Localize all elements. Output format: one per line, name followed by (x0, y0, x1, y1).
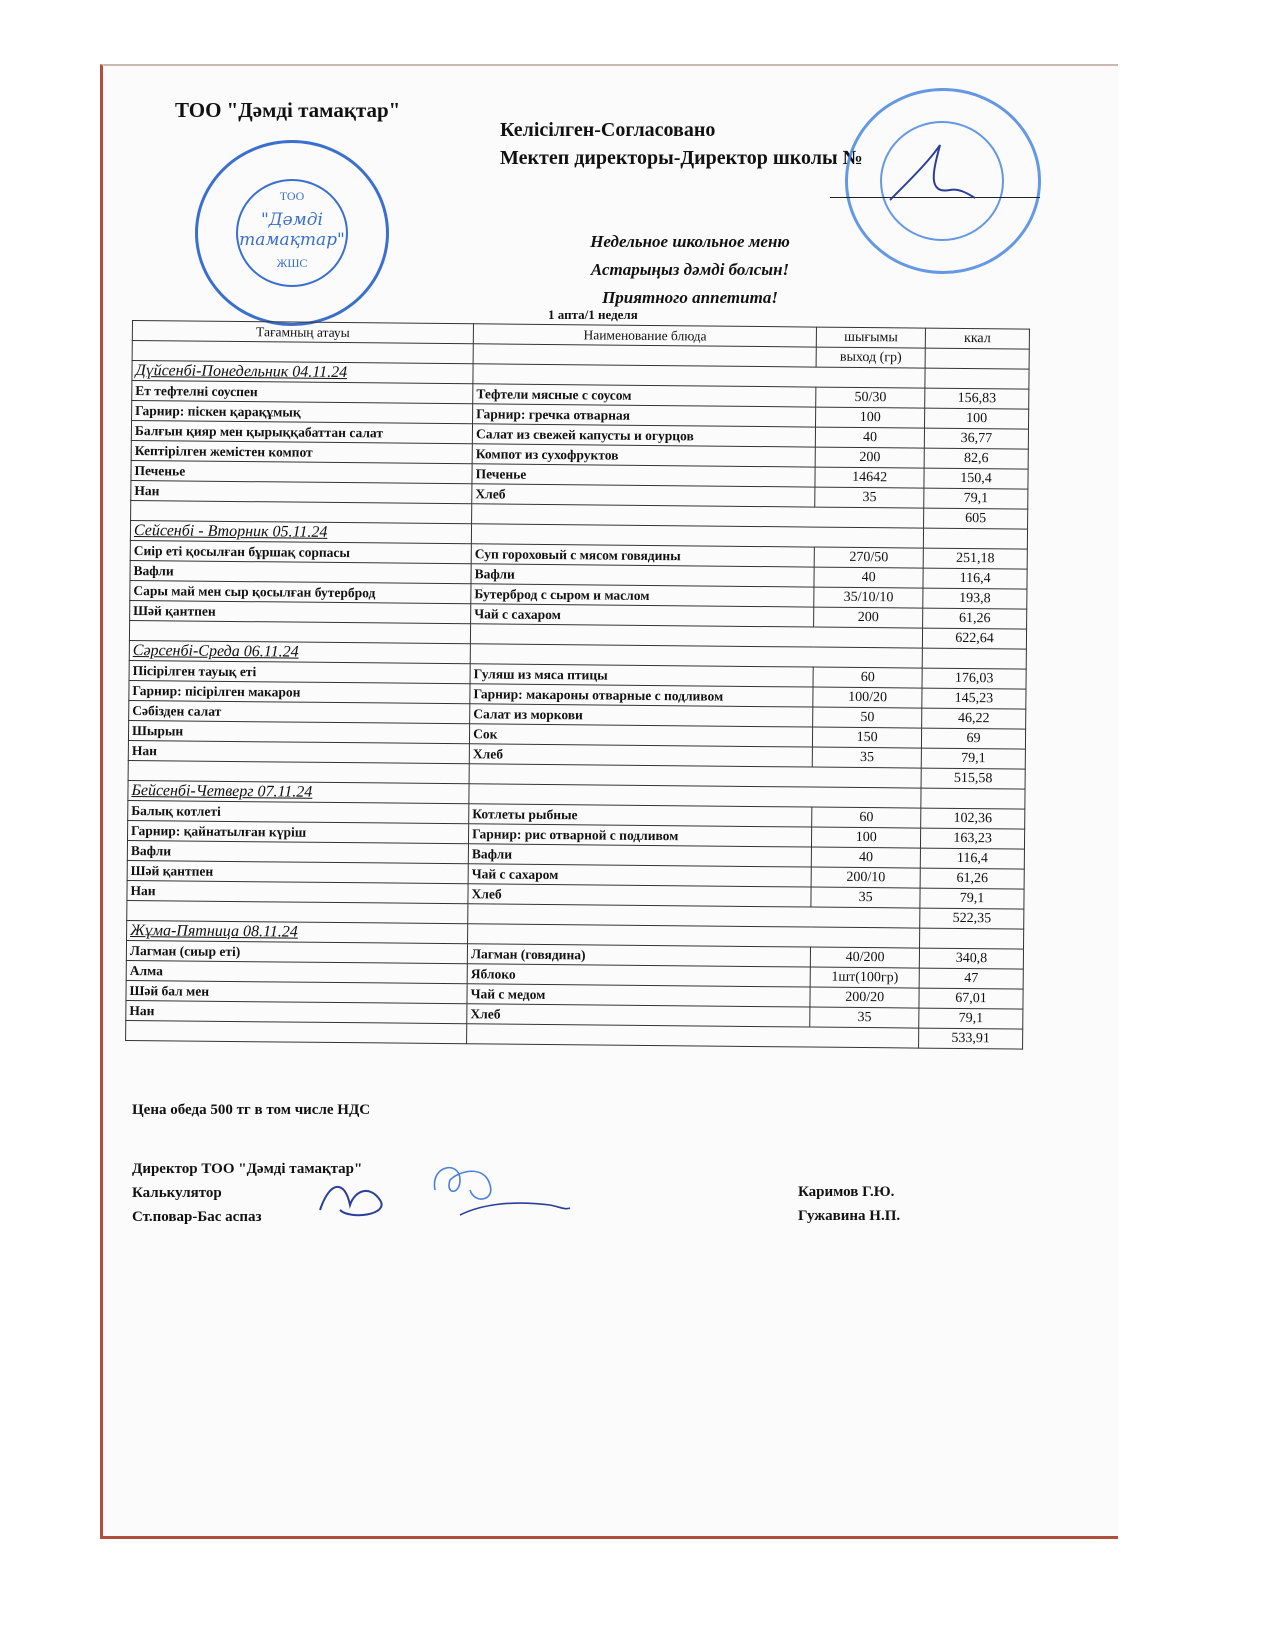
dish-name-ru: Хлеб (467, 1004, 810, 1027)
dish-name-ru: Гарнир: рис отварной с подливом (469, 824, 812, 847)
day-spacer (923, 528, 1027, 549)
dish-name-ru: Печенье (472, 464, 815, 487)
dish-kcal: 82,6 (924, 448, 1028, 469)
day-total-kcal: 522,35 (920, 908, 1024, 929)
total-blank-2 (467, 1024, 919, 1048)
company-stamp (195, 140, 389, 326)
dish-name-kz: Кептірілген жемістен компот (131, 440, 472, 463)
day-spacer (925, 368, 1029, 389)
dish-name-ru: Лагман (говядина) (467, 944, 810, 967)
signatory-names (798, 1180, 900, 1228)
dish-name-kz: Сәбізден салат (129, 700, 470, 723)
dish-yield: 200/20 (810, 987, 919, 1008)
dish-kcal: 156,83 (925, 388, 1029, 409)
dish-yield: 35/10/10 (814, 587, 923, 608)
day-total-kcal: 622,64 (923, 628, 1027, 649)
dish-yield: 200/10 (811, 867, 920, 888)
dish-yield: 50 (813, 707, 922, 728)
dish-name-kz: Нан (128, 740, 469, 763)
dish-name-ru: Чай с сахаром (471, 604, 814, 627)
day-total-kcal: 515,58 (921, 768, 1025, 789)
dish-yield: 200 (814, 607, 923, 628)
name-karimov: Каримов Г.Ю. (798, 1184, 895, 1200)
dish-kcal: 46,22 (922, 708, 1026, 729)
stamp-top-text: ТОО (279, 189, 305, 203)
greeting-ru: Приятного аппетита! (602, 288, 778, 307)
dish-name-ru: Гуляш из мяса птицы (470, 664, 813, 687)
dish-name-ru: Чай с сахаром (468, 864, 811, 887)
dish-name-kz: Нан (127, 880, 468, 903)
role-calculator: Калькулятор (132, 1185, 222, 1201)
role-director: Директор ТОО "Дәмді тамақтар" (132, 1161, 363, 1177)
dish-name-kz: Шәй қантпен (130, 600, 471, 623)
dish-kcal: 61,26 (920, 868, 1024, 889)
greeting-kz: Астарыңыз дәмді болсын! (590, 260, 790, 279)
company-name: ТОО "Дәмді тамақтар" (175, 98, 401, 122)
dish-name-ru: Салат из моркови (470, 704, 813, 727)
dish-kcal: 100 (925, 408, 1029, 429)
dish-yield: 35 (815, 487, 924, 508)
dish-name-kz: Вафли (130, 560, 471, 583)
dish-name-kz: Лагман (сиыр еті) (126, 940, 467, 963)
dish-yield: 35 (810, 1007, 919, 1028)
dish-name-ru: Хлеб (472, 484, 815, 507)
director-line: Мектеп директоры-Директор школы № (500, 147, 863, 169)
dish-name-kz: Сиір еті қосылған бұршақ сорпасы (130, 540, 471, 563)
dish-name-kz: Балық котлеті (128, 800, 469, 823)
dish-name-ru: Вафли (468, 844, 811, 867)
dish-name-kz: Шәй қантпен (127, 860, 468, 883)
dish-name-ru: Сок (470, 724, 813, 747)
dish-kcal: 79,1 (919, 1008, 1023, 1029)
dish-yield: 35 (811, 887, 920, 908)
director-signature-icon (880, 140, 980, 210)
dish-name-kz: Балғын қияр мен қырыққабаттан салат (131, 421, 472, 444)
dish-yield: 60 (812, 807, 921, 828)
header-kcal: ккал (925, 328, 1029, 349)
lunch-price: Цена обеда 500 тг в том числе НДС (132, 1102, 371, 1118)
day-total-kcal: 533,91 (919, 1028, 1023, 1049)
dish-name-kz: Гарнир: пісірілген макарон (129, 680, 470, 703)
approval-block (500, 116, 863, 172)
dish-kcal: 145,23 (922, 688, 1026, 709)
dish-kcal: 79,1 (920, 888, 1024, 909)
dish-name-kz: Сары май мен сыр қосылған бутерброд (130, 580, 471, 603)
dish-kcal: 163,23 (921, 828, 1025, 849)
stamp-name-1: "Дәмді (260, 210, 323, 230)
dish-yield: 100 (816, 407, 925, 428)
company-stamp-center (236, 179, 348, 287)
dish-name-kz: Нан (131, 480, 472, 503)
dish-name-ru: Тефтели мясные с соусом (473, 384, 816, 407)
dish-yield: 40 (811, 847, 920, 868)
dish-name-kz: Нан (126, 1000, 467, 1023)
dish-yield: 40/200 (811, 947, 920, 968)
dish-name-kz: Печенье (131, 460, 472, 483)
dish-kcal: 150,4 (924, 468, 1028, 489)
menu-title: Недельное школьное меню (590, 232, 790, 251)
dish-name-ru: Вафли (471, 564, 814, 587)
dish-yield: 60 (813, 667, 922, 688)
dish-name-kz: Гарнир: қайнатылған күріш (128, 820, 469, 843)
dish-name-kz: Вафли (127, 840, 468, 863)
dish-name-ru: Суп гороховый с мясом говядины (471, 544, 814, 567)
dish-kcal: 69 (922, 728, 1026, 749)
dish-name-kz: Алма (126, 960, 467, 983)
day-title: Сәрсенбі-Среда 06.11.24 (129, 640, 470, 663)
day-spacer (921, 788, 1025, 809)
dish-kcal: 340,8 (919, 948, 1023, 969)
menu-titles (540, 228, 840, 312)
dish-kcal: 116,4 (920, 848, 1024, 869)
header-name-ru: Наименование блюда (473, 324, 816, 347)
dish-kcal: 79,1 (921, 748, 1025, 769)
day-title: Жұма-Пятница 08.11.24 (127, 920, 468, 943)
dish-kcal: 251,18 (923, 548, 1027, 569)
dish-yield: 200 (815, 447, 924, 468)
dish-name-ru: Бутерброд с сыром и маслом (471, 584, 814, 607)
dish-name-ru: Котлеты рыбные (469, 804, 812, 827)
stamp-name-2: тамақтар" (239, 230, 345, 250)
header-yield-kz: шығымы (816, 327, 925, 348)
stamp-bottom-text: ЖШС (276, 256, 308, 270)
week-label: 1 апта/1 неделя (548, 307, 638, 322)
dish-yield: 100 (812, 827, 921, 848)
day-spacer (920, 928, 1024, 949)
dish-kcal: 47 (919, 968, 1023, 989)
dish-kcal: 193,8 (923, 588, 1027, 609)
dish-name-kz: Ет тефтелні соуспен (132, 381, 473, 404)
dish-yield: 40 (814, 567, 923, 588)
dish-yield: 50/30 (816, 387, 925, 408)
dish-name-ru: Гарнир: макароны отварные с подливом (470, 684, 813, 707)
approved-label: Келісілген-Согласовано (500, 119, 716, 141)
dish-name-ru: Гарнир: гречка отварная (473, 404, 816, 427)
dish-yield: 1шт(100гр) (810, 967, 919, 988)
dish-yield: 100/20 (813, 687, 922, 708)
signatures-icon (310, 1160, 580, 1235)
dish-kcal: 36,77 (924, 428, 1028, 449)
dish-name-ru: Салат из свежей капусты и огурцов (472, 424, 815, 447)
dish-yield: 35 (812, 747, 921, 768)
day-title: Бейсенбі-Четверг 07.11.24 (128, 780, 469, 803)
dish-name-kz: Гарнир: піскен қарақұмық (132, 401, 473, 424)
dish-kcal: 79,1 (924, 488, 1028, 509)
day-total-kcal: 605 (924, 508, 1028, 529)
dish-yield: 40 (815, 427, 924, 448)
dish-kcal: 116,4 (923, 568, 1027, 589)
dish-name-ru: Хлеб (468, 884, 811, 907)
dish-name-ru: Яблоко (467, 964, 810, 987)
dish-name-kz: Шырын (128, 720, 469, 743)
dish-yield: 14642 (815, 467, 924, 488)
role-chef: Ст.повар-Бас аспаз (132, 1209, 262, 1225)
dish-kcal: 61,26 (923, 608, 1027, 629)
dish-kcal: 176,03 (922, 668, 1026, 689)
header-yield-ru: выход (гр) (816, 347, 925, 368)
dish-kcal: 67,01 (919, 988, 1023, 1009)
dish-name-ru: Хлеб (469, 744, 812, 767)
day-spacer (922, 648, 1026, 669)
dish-name-kz: Шәй бал мен (126, 980, 467, 1003)
dish-yield: 270/50 (814, 547, 923, 568)
total-blank (126, 1020, 467, 1043)
dish-name-ru: Компот из сухофруктов (472, 444, 815, 467)
dish-yield: 150 (813, 727, 922, 748)
day-title: Дүйсенбі-Понедельник 04.11.24 (132, 361, 473, 384)
header-name-kz: Тағамның атауы (132, 321, 473, 344)
dish-name-kz: Пісірілген тауық еті (129, 660, 470, 683)
name-guzhavina: Гужавина Н.П. (798, 1208, 901, 1224)
day-title: Сейсенбі - Вторник 05.11.24 (130, 520, 471, 543)
menu-table (125, 320, 1030, 1050)
dish-kcal: 102,36 (921, 808, 1025, 829)
dish-name-ru: Чай с медом (467, 984, 810, 1007)
